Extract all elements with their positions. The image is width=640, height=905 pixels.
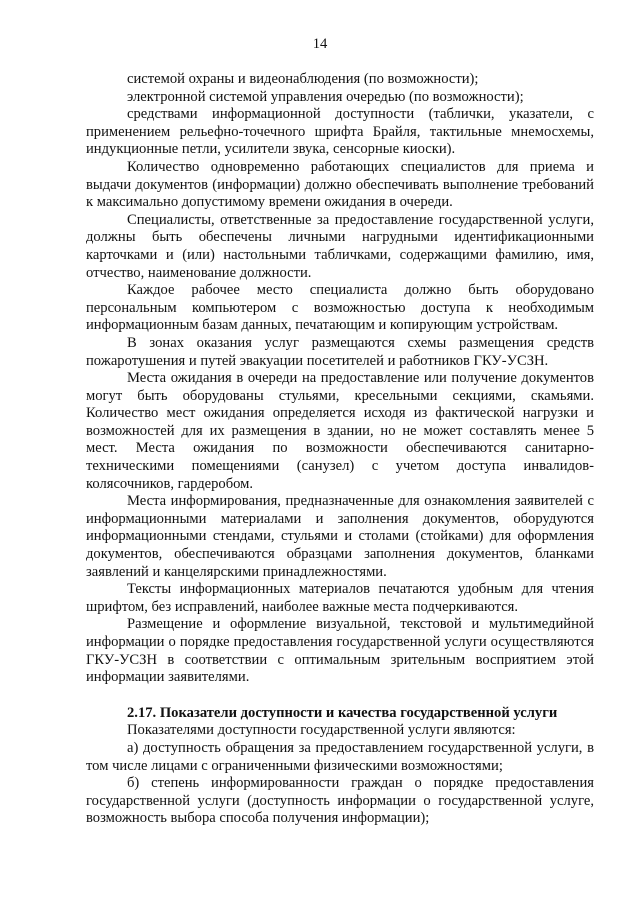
- paragraph-security-system: системой охраны и видеонаблюдения (по возможности);: [127, 71, 479, 87]
- paragraph-availability-indicators: Показателями доступности государственной услуги являются:: [127, 722, 516, 739]
- paragraph-information-places: Места информирования, предназначенные для ознакомления заявителей с информационными материалами и заполнения документов, оборудуются информационными стендами, стульями и столами (стойками) для оформления документов, обеспечиваются образцами заполнения документов, бланками заявлений и канцелярскими принадлежностями.: [86, 493, 594, 580]
- paragraph-text-materials: Тексты информационных материалов печатаются удобным для чтения шрифтом, без исправлений, наиболее важные места подчеркиваются.: [86, 581, 594, 615]
- section-heading: 2.17. Показатели доступности и качества государственной услуги: [127, 704, 558, 721]
- list-item-a: а) доступность обращения за предоставлением государственной услуги, в том числе лицами с ограниченными физическими возможностями;: [86, 739, 594, 774]
- paragraph-accessibility-means: средствами информационной доступности (таблички, указатели, с применением рельефно-точечного шрифта Брайля, тактильные мнемосхемы, индукционные петли, усилители звука, сенсорные киоски).: [86, 106, 594, 158]
- page-body: [86, 71, 594, 828]
- paragraph-specialists-badges: Специалисты, ответственные за предоставление государственной услуги, должны быть обеспечены личными нагрудными идентификационными карточками и (или) настольными табличками, содержащими фамилию, имя, отчество, наименование должности.: [86, 211, 594, 281]
- paragraph-waiting-places: Места ожидания в очереди на предоставление или получение документов могут быть оборудованы стульями, кресельными секциями, скамьями. Количество мест ожидания определяется исходя из фактической нагрузки и возможностей для их размещения в здании, но не может составлять менее 5 мест. Места ожидания по возможности обеспечиваются санитарно-техническими помещениями (санузел) с учетом доступа инвалидов-колясочников, гардеробом.: [86, 370, 594, 492]
- paragraph-information-placement: Размещение и оформление визуальной, текстовой и мультимедийной информации о порядке предоставления государственной услуги осуществляются ГКУ-УСЗН в соответствии с оптимальным зрительным восприятием этой информации заявителями.: [86, 616, 594, 686]
- page-number: 14: [312, 36, 328, 52]
- paragraph-queue-system: электронной системой управления очередью (по возможности);: [127, 88, 524, 105]
- paragraph-workplace: Каждое рабочее место специалиста должно быть оборудовано персональным компьютером с возможностью доступа к необходимым информационным базам данных, печатающим и копирующим устройствам.: [86, 282, 594, 334]
- paragraph-specialists-count: Количество одновременно работающих специалистов для приема и выдачи документов (информации) должно обеспечивать выполнение требований к максимально допустимому времени ожидания в очереди.: [86, 158, 594, 211]
- paragraph-evacuation-schemes: В зонах оказания услуг размещаются схемы размещения средств пожаротушения и путей эвакуации посетителей и работников ГКУ-УСЗН.: [86, 334, 594, 369]
- list-item-b: б) степень информированности граждан о порядке предоставления государственной услуги (доступность информации о государственной услуге, возможность выбора способа получения информации);: [86, 775, 594, 827]
